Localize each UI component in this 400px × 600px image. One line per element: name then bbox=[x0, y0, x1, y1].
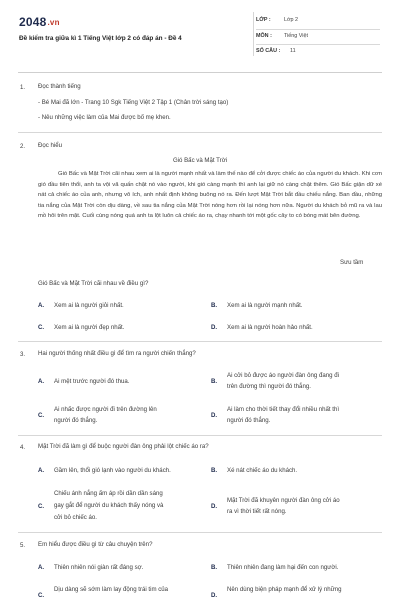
question-number: 4. bbox=[20, 444, 26, 451]
instruction-line: - Nêu những việc làm của Mai được bố mẹ khen. bbox=[38, 114, 171, 121]
logo-text: 2048 bbox=[19, 15, 47, 29]
option-label: A. bbox=[38, 378, 45, 385]
option-text: Xem ai là người mạnh nhất. bbox=[227, 302, 303, 309]
option-label: D. bbox=[211, 592, 218, 599]
option-label: B. bbox=[211, 467, 218, 474]
section-divider bbox=[18, 435, 382, 436]
option-label: A. bbox=[38, 467, 45, 474]
meta-row-class bbox=[256, 14, 376, 28]
instruction-line: - Bé Mai đã lớn - Trang 10 Sgk Tiếng Việt 2 Tập 1 (Chân trời sáng tạo) bbox=[38, 99, 229, 106]
option-text: Xem ai là người hoàn hảo nhất. bbox=[227, 324, 313, 331]
option-text: Thiên nhiên đang làm hại đến con người. bbox=[227, 564, 339, 571]
option-label: C. bbox=[38, 412, 45, 419]
option-text: cởi bỏ chiếc áo. bbox=[54, 514, 97, 521]
option-label: D. bbox=[211, 503, 218, 510]
document-header bbox=[0, 0, 400, 72]
option-label: D. bbox=[211, 324, 218, 331]
option-text: Dịu dàng sẽ sớm làm lay động trái tim của bbox=[54, 586, 169, 593]
question-text: Em hiểu được điều gì từ câu chuyện trên? bbox=[38, 541, 153, 548]
question-number: 1. bbox=[20, 84, 26, 91]
meta-key: MÔN : bbox=[256, 33, 272, 39]
option-text: Ai mệt trước người đó thua. bbox=[54, 378, 130, 385]
option-text: Thiên nhiên nói giàn rất đáng sợ. bbox=[54, 564, 144, 571]
option-text: Xé nát chiếc áo du khách. bbox=[227, 467, 298, 474]
option-text: gay gắt để người du khách thấy nóng và bbox=[54, 502, 164, 509]
passage-title: Gió Bấc và Mặt Trời bbox=[172, 157, 228, 164]
option-label: C. bbox=[38, 324, 45, 331]
question-number: 5. bbox=[20, 542, 26, 549]
question-title: Đọc hiểu bbox=[38, 142, 63, 149]
option-label: C. bbox=[38, 592, 45, 599]
section-divider bbox=[18, 132, 382, 133]
section-divider bbox=[18, 532, 382, 533]
meta-row-count bbox=[256, 45, 376, 59]
option-text: Gầm lên, thổi gió lạnh vào người du khách. bbox=[54, 467, 171, 474]
question-title: Đọc thành tiếng bbox=[38, 83, 81, 90]
option-text: Chiếu ánh nắng ấm áp rồi dần dần sáng bbox=[54, 490, 163, 497]
meta-row-subject bbox=[256, 30, 376, 44]
option-text: Xem ai là người giỏi nhất. bbox=[54, 302, 124, 309]
option-text: người đó thắng. bbox=[54, 417, 98, 424]
question-number: 2. bbox=[20, 143, 26, 150]
meta-value: Lớp 2 bbox=[284, 17, 299, 23]
option-text: ra vì thời tiết rất nóng. bbox=[227, 508, 287, 515]
option-text: Nên dùng biện pháp mạnh để xử lý những bbox=[227, 586, 342, 593]
meta-value: Tiếng Việt bbox=[284, 33, 308, 39]
option-label: B. bbox=[211, 302, 218, 309]
header-rule bbox=[18, 72, 382, 73]
site-logo[interactable] bbox=[19, 15, 60, 29]
question-number: 3. bbox=[20, 351, 26, 358]
option-label: D. bbox=[211, 412, 218, 419]
option-text: Ai cởi bỏ được áo người đàn ông đang đi bbox=[227, 372, 339, 379]
reading-passage: Gió Bấc và Mặt Trời cãi nhau xem ai là người mạnh nhất và làm thế nào để cởi được chiếc áo của người du khách. Khi cơn gió đầu tiên thổi, anh ta vội vã quấn chặt nó vào người, khi gió càng mạnh thì anh lại giữ nó càng chặt thêm. Gió Bấc giận dữ xé nát cả chiếc áo của anh, nhưng vô ích, anh nhất định không buông nó ra. Đến lượt Mặt Trời bắt đầu chiếu nắng. Ban đầu, những tia nắng của Mặt Trời còn dịu dàng, về sau tia nắng của Mặt Trời nóng hơn rồi lại nóng hơn nữa. Người du khách bỏ mũ ra và lau mồ hôi trên mặt. Cuối cùng nóng quá anh ta lột luôn cả chiếc áo ra, chạy nhanh tới một gốc cây to có bóng mát bên đường. bbox=[38, 171, 382, 219]
option-text: Xem ai là người đẹp nhất. bbox=[54, 324, 125, 331]
option-label: B. bbox=[211, 378, 218, 385]
option-label: A. bbox=[38, 564, 45, 571]
option-label: B. bbox=[211, 564, 218, 571]
option-text: Ai nhấc được người đi trên đường lên bbox=[54, 406, 157, 413]
section-divider bbox=[18, 341, 382, 342]
document-title: Đề kiểm tra giữa kì 1 Tiếng Việt lớp 2 có đáp án - Đề 4 bbox=[19, 35, 182, 42]
question-text: Mặt Trời đã làm gì để buộc người đàn ông phải lột chiếc áo ra? bbox=[38, 443, 209, 450]
option-text: Mặt Trời đã khuyên người đàn ông cởi áo bbox=[227, 497, 340, 504]
meta-key: SỐ CÂU : bbox=[256, 48, 281, 54]
question-text: Hai người thống nhất điều gì để tìm ra người chiến thắng? bbox=[38, 350, 196, 357]
option-label: C. bbox=[38, 503, 45, 510]
logo-suffix: .vn bbox=[47, 18, 60, 27]
option-label: A. bbox=[38, 302, 45, 309]
question-text: Gió Bấc và Mặt Trời cãi nhau về điều gì? bbox=[38, 280, 149, 287]
option-text: trên đường thì người đó thắng. bbox=[227, 383, 311, 390]
meta-key: LỚP : bbox=[256, 17, 271, 23]
meta-divider bbox=[253, 12, 254, 56]
meta-value: 11 bbox=[290, 48, 296, 54]
option-text: người đó thắng. bbox=[227, 417, 271, 424]
option-text: Ai làm cho thời tiết thay đổi nhiều nhất thì bbox=[227, 406, 340, 413]
passage-source: Sưu tầm bbox=[340, 259, 364, 266]
